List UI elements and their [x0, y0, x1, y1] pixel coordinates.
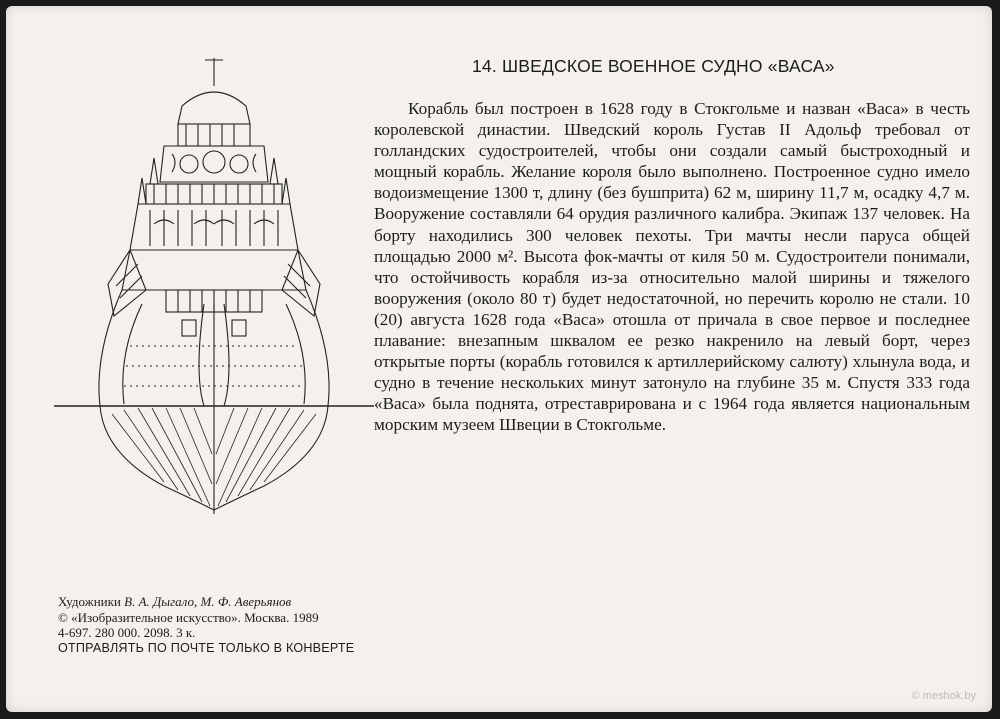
credits-block: [58, 594, 478, 656]
artists-label: Художники: [58, 594, 121, 609]
card-heading: ШВЕДСКОЕ ВОЕННОЕ СУДНО «ВАСА»: [502, 56, 835, 76]
mail-instruction: ОТПРАВЛЯТЬ ПО ПОЧТЕ ТОЛЬКО В КОНВЕРТЕ: [58, 640, 355, 655]
postcard: [6, 6, 992, 712]
watermark: © meshok.by: [911, 690, 976, 702]
ship-stern-drawing: [54, 54, 374, 514]
publisher-line: © «Изобразительное искусство». Москва. 1989: [58, 609, 319, 625]
artists-names: В. А. Дыгало, М. Ф. Аверьянов: [124, 594, 292, 609]
description-text: Корабль был построен в 1628 году в Стокгольме и назван «Васа» в честь королевской династии. Шведский король Густав II Адольф требовал от голландских судостроителей, чтобы они создали самый быстроходный и мощный корабль. Желание короля было выполнено. Построенное судно имело водоизмещение 1300 т, длину (без бушприта) 62 м, ширину 11,7 м, осадку 4,7 м. Вооружение составляли 64 орудия различного калибра. Экипаж 137 человек. На борту находились 300 человек пехоты. Три мачты несли паруса общей площадью 2000 м². Высота фок-мачты от киля 50 м. Судостроители понимали, что остойчивость корабля из-за относительно малой ширины и тяжелого вооружения (около 80 т) будет недостаточной, но перечить королю не стали. 10 (20) августа 1628 года «Васа» отошла от причала в свое первое и последнее плавание: внезапным шквалом ее резко накренило на левый борт, через открытые порты (корабль готовился к артиллерийскому салюту) хлынула вода, и судно в течение нескольких минут затонуло на глубине 35 м. Спустя 333 года «Васа» была поднята, отреставрирована и с 1964 года является национальным морским музеем Швеции в Стокгольме.: [374, 99, 970, 435]
card-number: 14.: [472, 56, 497, 76]
artists-line: [58, 594, 478, 610]
print-code-line: 4-697. 280 000. 2098. 3 к.: [58, 625, 196, 640]
card-description: [374, 98, 970, 436]
card-title: [472, 56, 902, 77]
